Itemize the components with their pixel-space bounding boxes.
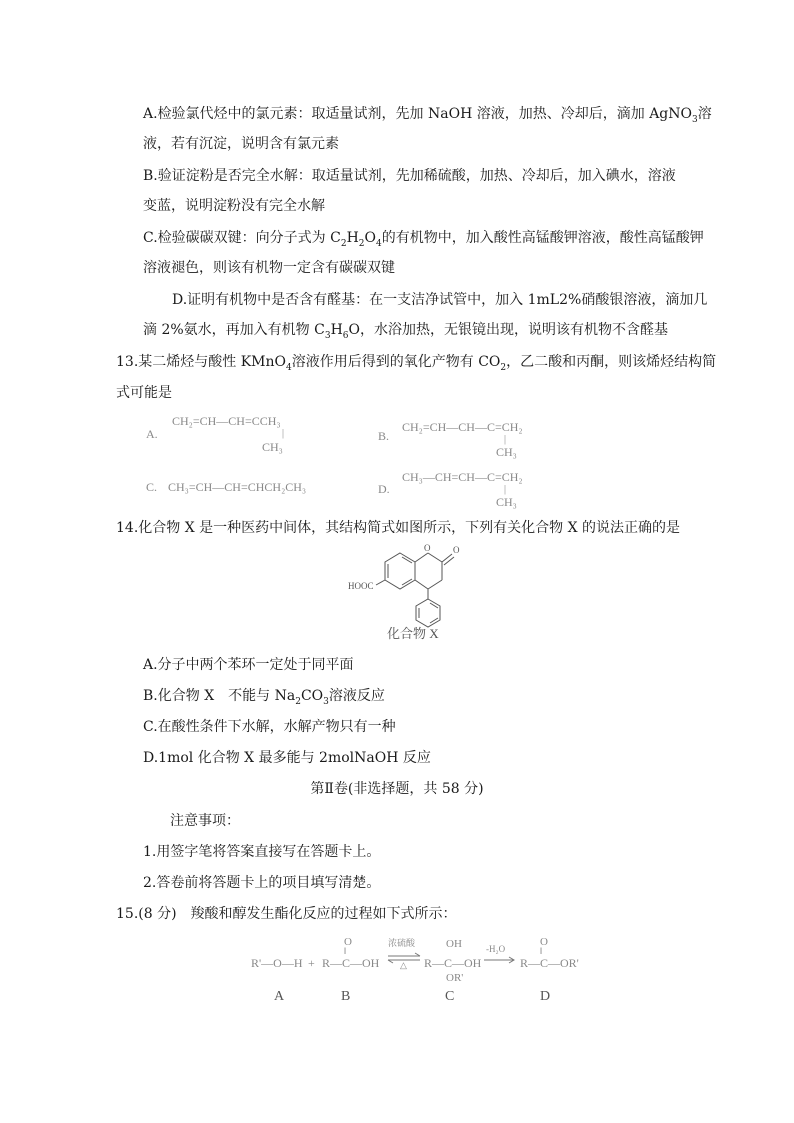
q15-label-c: C — [445, 989, 455, 1004]
q14-option-a: A.分子中两个苯环一定处于同平面 — [143, 657, 354, 673]
q12-d2-mid: H — [330, 322, 343, 338]
q12-d2-s1: 3 — [324, 330, 331, 341]
q15-species-b: R—C—OH — [322, 956, 380, 970]
q13-opt-b-branch: CH₃ — [496, 445, 517, 459]
q13-opt-a-label: A. — [146, 427, 158, 441]
carbonyl-oxygen: O — [453, 545, 460, 555]
q13-l1-s2: 2 — [500, 362, 507, 373]
q15-stem: 15.(8 分) 羧酸和醇发生酯化反应的过程如下式所示： — [116, 906, 457, 922]
benzene-ring-fused — [385, 553, 415, 589]
q13-opt-b-formula: CH₂=CH—CH—C=CH₂ — [402, 420, 523, 434]
q12-option-c-line2: 溶液褪色，则该有机物一定含有碳碳双键 — [143, 260, 395, 276]
q15-plus: + — [308, 956, 315, 970]
compound-x-caption: 化合物 X — [387, 626, 439, 641]
q12-a1-tail: 溶 — [697, 106, 712, 122]
q15-minus-water: -H₂O — [486, 944, 506, 954]
q13-opt-a-formula: CH₂=CH—CH=CCH₃ — [172, 414, 281, 428]
ring-oxygen: O — [424, 543, 431, 553]
q13-opt-b-label: B. — [378, 429, 390, 443]
q12-c1-s3: 4 — [376, 238, 382, 249]
q14-b-s1: 2 — [295, 696, 301, 707]
q15-label-d: D — [540, 989, 551, 1004]
q13-opt-d-label: D. — [378, 482, 390, 496]
q12-d2-post: O，水浴加热，无银镜出现，说明该有机物不含醛基 — [348, 322, 668, 338]
q13-opt-a-bond: | — [282, 428, 285, 439]
q12-option-a-line2: 液，若有沉淀，说明含有氯元素 — [143, 136, 339, 152]
q13-opt-d-bond: | — [504, 484, 507, 495]
q13-opt-c-label: C. — [146, 480, 158, 494]
q12-c1-post: 的有机物中，加入酸性高锰酸钾溶液，酸性高锰酸钾 — [381, 230, 704, 246]
q15-c-bottom: OR' — [446, 972, 464, 984]
q13-stem-line1 — [116, 352, 716, 372]
q12-c1-pre: C.检验碳碳双键：向分子式为 C — [143, 230, 341, 246]
q12-option-b-line2: 变蓝，说明淀粉没有完全水解 — [143, 198, 325, 214]
part2-notice-2: 2.答卷前将答题卡上的项目填写清楚。 — [143, 875, 381, 891]
q14-stem: 14.化合物 X 是一种医药中间体，其结构简式如图所示，下列有关化合物 X 的说法正确的是 — [116, 520, 680, 536]
q15-catalyst: 浓硫酸 — [388, 938, 416, 948]
q13-l1-post: ，乙二酸和丙酮，则该烯烃结构简 — [506, 354, 717, 370]
q12-a1-sub: 3 — [692, 114, 698, 125]
q12-c1-mid2: O — [364, 230, 376, 246]
q13-stem-line2: 式可能是 — [116, 385, 172, 401]
q15-heat: △ — [400, 960, 407, 970]
q12-c1-s1: 2 — [340, 238, 347, 249]
q14-b-s2: 3 — [323, 696, 329, 707]
q15-species-d: R—C—OR' — [520, 956, 579, 970]
q15-species-a: R'—O—H — [251, 956, 303, 970]
q13-opt-c-formula: CH₃=CH—CH=CHCH₂CH₃ — [168, 480, 307, 494]
q13-l1-s1: 4 — [286, 362, 292, 373]
q15-b-carbonyl-o: O — [344, 936, 352, 948]
q14-b-post: 溶液反应 — [328, 688, 385, 704]
hooc-group: HOOC — [348, 581, 374, 591]
q13-opt-d-branch: CH₃ — [496, 495, 517, 509]
q15-c-top: OH — [446, 938, 462, 950]
q12-d2-s2: 6 — [342, 330, 349, 341]
q12-option-b-line1: B.验证淀粉是否完全水解：取适量试剂，先加稀硫酸，加热、冷却后，加入碘水，溶液 — [143, 168, 676, 184]
q13-l1-mid: 溶液作用后得到的氧化产物有 CO — [291, 354, 501, 370]
q12-option-a-line1 — [143, 104, 712, 124]
q14-option-d: D.1mol 化合物 X 最多能与 2molNaOH 反应 — [143, 750, 431, 766]
q13-opt-a-branch: CH₃ — [262, 440, 283, 454]
q12-option-d-line1: D.证明有机物中是否含有醛基：在一支洁净试管中，加入 1mL2%硝酸银溶液，滴加几 — [172, 292, 708, 308]
q15-d-double-bond: ‖ — [540, 946, 543, 956]
q14-b-pre: B.化合物 X 不能与 Na — [143, 688, 296, 704]
part2-notice-heading: 注意事项： — [170, 813, 240, 829]
q12-c1-s2: 2 — [358, 238, 365, 249]
q12-a1-text: A.检验氯代烃中的氯元素：取适量试剂，先加 NaOH 溶液，加热、冷却后，滴加 AgNO — [143, 106, 692, 122]
q12-d2-pre: 滴 2%氨水，再加入有机物 C — [143, 322, 325, 338]
q13-opt-d-formula: CH₃—CH=CH—C=CH₂ — [402, 470, 523, 484]
q12-option-c-line1 — [143, 228, 704, 248]
q15-b-double-bond: ‖ — [344, 946, 347, 956]
q15-label-a: A — [274, 989, 285, 1004]
q13-l1-pre: 13.某二烯烃与酸性 KMnO — [116, 354, 287, 370]
q14-option-b — [143, 686, 385, 706]
q15-species-c: R—C—OH — [424, 956, 482, 970]
part2-title: 第Ⅱ卷(非选择题，共 58 分) — [310, 781, 484, 797]
q15-label-b: B — [341, 989, 351, 1004]
q13-opt-b-bond: | — [504, 434, 507, 445]
q12-option-d-line2 — [143, 320, 668, 340]
q12-c1-mid: H — [346, 230, 359, 246]
q14-b-mid: CO — [300, 688, 324, 704]
part2-notice-1: 1.用签字笔将答案直接写在答题卡上。 — [143, 844, 381, 860]
q15-d-carbonyl-o: O — [540, 936, 548, 948]
q14-option-c: C.在酸性条件下水解，水解产物只有一种 — [143, 719, 396, 735]
